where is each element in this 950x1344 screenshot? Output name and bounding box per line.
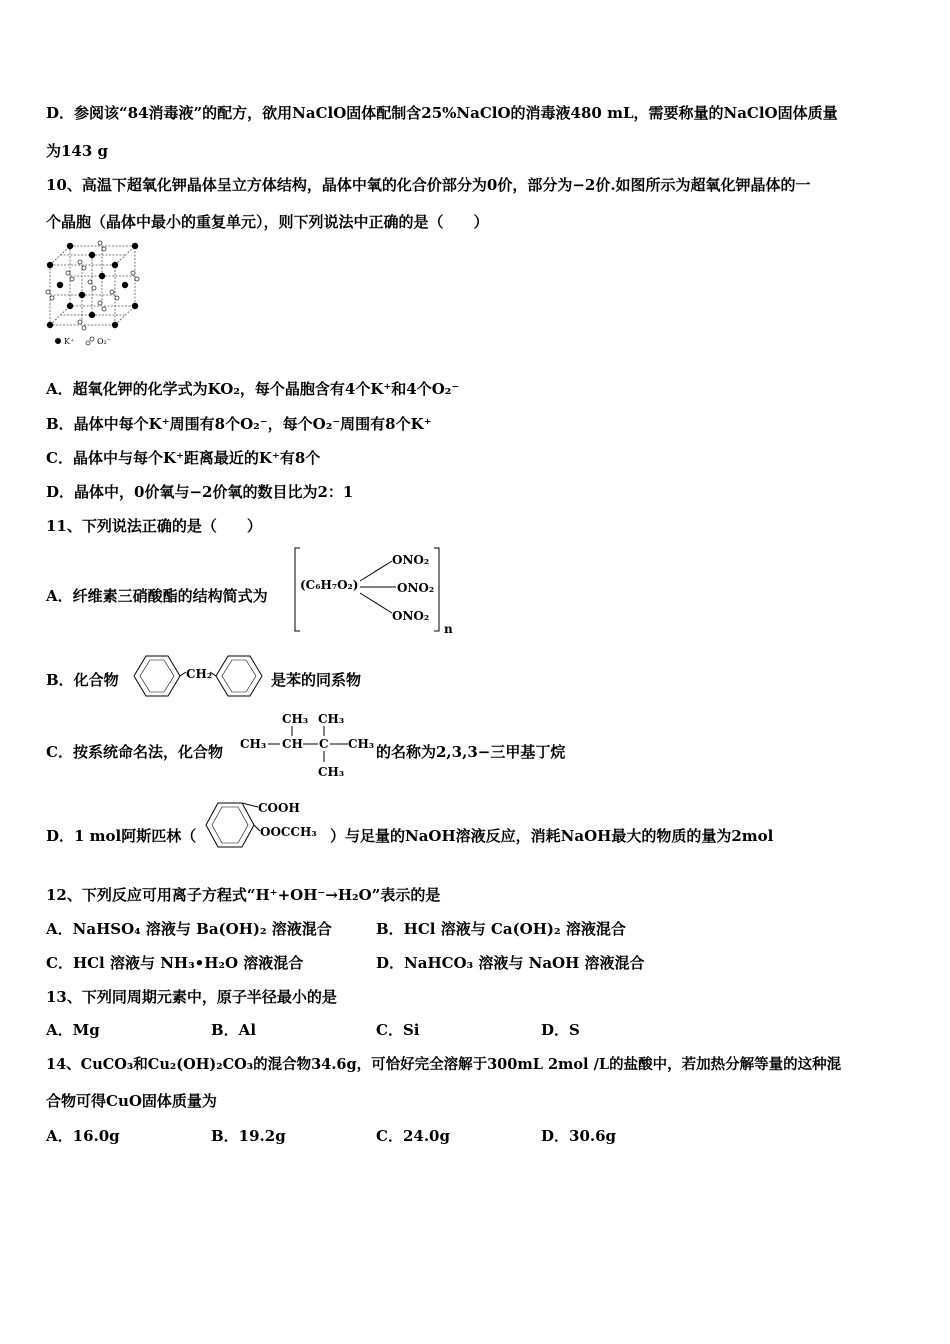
q13-option-b: B．Al bbox=[211, 1021, 257, 1039]
q11-option-a-text: A．纤维素三硝酸酯的结构简式为 bbox=[46, 587, 268, 605]
q14-option-b: B．19.2g bbox=[211, 1127, 286, 1145]
q9-option-d-line1: D．参阅该“84消毒液”的配方，欲用NaClO固体配制含25%NaClO的消毒液480 mL，需要称量的NaClO固体质量 bbox=[46, 104, 838, 122]
d-ester-label: OOCCH₃ bbox=[260, 825, 317, 839]
a-group-3: ONO₂ bbox=[392, 609, 430, 623]
q13-option-d: D．S bbox=[541, 1021, 580, 1039]
c-ch3-bottom: CH₃ bbox=[318, 765, 345, 779]
q10-option-c: C．晶体中与每个K⁺距离最近的K⁺有8个 bbox=[46, 449, 321, 467]
q11-option-d-prefix: D．1 mol阿斯匹林（ bbox=[46, 827, 197, 845]
q11-option-c-prefix: C．按系统命名法，化合物 bbox=[46, 743, 223, 761]
c-ch3-right: CH₃ bbox=[348, 737, 375, 751]
q11-option-b-prefix: B．化合物 bbox=[46, 671, 119, 689]
legend-o2-label: O₂⁻ bbox=[97, 337, 111, 346]
c-ch3-top1: CH₃ bbox=[282, 712, 309, 726]
cellulose-trinitrate-structure bbox=[292, 545, 467, 637]
legend-k-label: K⁺ bbox=[64, 337, 75, 346]
q9-option-d-line2: 为143 g bbox=[46, 142, 109, 160]
q10-option-a: A．超氧化钾的化学式为KO₂，每个晶胞含有4个K⁺和4个O₂⁻ bbox=[46, 380, 460, 398]
a-n-label: n bbox=[444, 622, 453, 636]
q12-option-d: D．NaHCO₃ 溶液与 NaOH 溶液混合 bbox=[376, 954, 645, 972]
q12-option-c: C．HCl 溶液与 NH₃•H₂O 溶液混合 bbox=[46, 954, 304, 972]
q14-stem-line1: 14、CuCO₃和Cu₂(OH)₂CO₃的混合物34.6g，可恰好完全溶解于300mL 2mol /L的盐酸中，若加热分解等量的这种混 bbox=[46, 1056, 842, 1073]
q14-option-a: A．16.0g bbox=[46, 1127, 120, 1145]
q12-option-a: A．NaHSO₄ 溶液与 Ba(OH)₂ 溶液混合 bbox=[46, 920, 332, 938]
b-ch2-label: CH₂ bbox=[186, 667, 213, 681]
q14-stem-line2: 合物可得CuO固体质量为 bbox=[46, 1092, 217, 1110]
c-ch-label: CH bbox=[282, 737, 303, 751]
q12-stem: 12、下列反应可用离子方程式“H⁺+OH⁻→H₂O”表示的是 bbox=[46, 886, 441, 904]
a-core-label: (C₆H₇O₂) bbox=[300, 578, 359, 592]
q14-option-c: C．24.0g bbox=[376, 1127, 450, 1145]
q11-option-d-suffix: ）与足量的NaOH溶液反应，消耗NaOH最大的物质的量为2mol bbox=[330, 827, 774, 845]
q13-option-a: A．Mg bbox=[46, 1021, 100, 1039]
aspirin-structure bbox=[198, 795, 332, 857]
a-group-1: ONO₂ bbox=[392, 553, 430, 567]
q10-option-d: D．晶体中，0价氧与−2价氧的数目比为2：1 bbox=[46, 483, 354, 501]
c-ch3-top2: CH₃ bbox=[318, 712, 345, 726]
trimethylbutane-structure bbox=[240, 708, 378, 780]
d-cooh-label: COOH bbox=[258, 801, 300, 815]
diphenylmethane-structure bbox=[124, 652, 272, 700]
c-c-label: C bbox=[319, 737, 329, 751]
q10-option-b: B．晶体中每个K⁺周围有8个O₂⁻，每个O₂⁻周围有8个K⁺ bbox=[46, 415, 432, 433]
q11-option-b-suffix: 是苯的同系物 bbox=[271, 671, 362, 689]
q13-option-c: C．Si bbox=[376, 1021, 420, 1039]
q13-stem: 13、下列同周期元素中，原子半径最小的是 bbox=[46, 988, 337, 1006]
crystal-cell-diagram bbox=[42, 240, 152, 352]
q10-stem-line1: 10、高温下超氧化钾晶体呈立方体结构，晶体中氧的化合价部分为0价，部分为−2价.如图所示为超氧化钾晶体的一 bbox=[46, 176, 811, 194]
q11-option-c-suffix: 的名称为2,3,3−三甲基丁烷 bbox=[376, 743, 566, 761]
q11-stem: 11、下列说法正确的是（ ） bbox=[46, 517, 262, 535]
a-group-2: ONO₂ bbox=[397, 581, 435, 595]
q14-option-d: D．30.6g bbox=[541, 1127, 617, 1145]
q10-stem-line2: 个晶胞（晶体中最小的重复单元），则下列说法中正确的是（ ） bbox=[46, 213, 489, 231]
c-ch3-left: CH₃ bbox=[240, 737, 267, 751]
q12-option-b: B．HCl 溶液与 Ca(OH)₂ 溶液混合 bbox=[376, 920, 626, 938]
